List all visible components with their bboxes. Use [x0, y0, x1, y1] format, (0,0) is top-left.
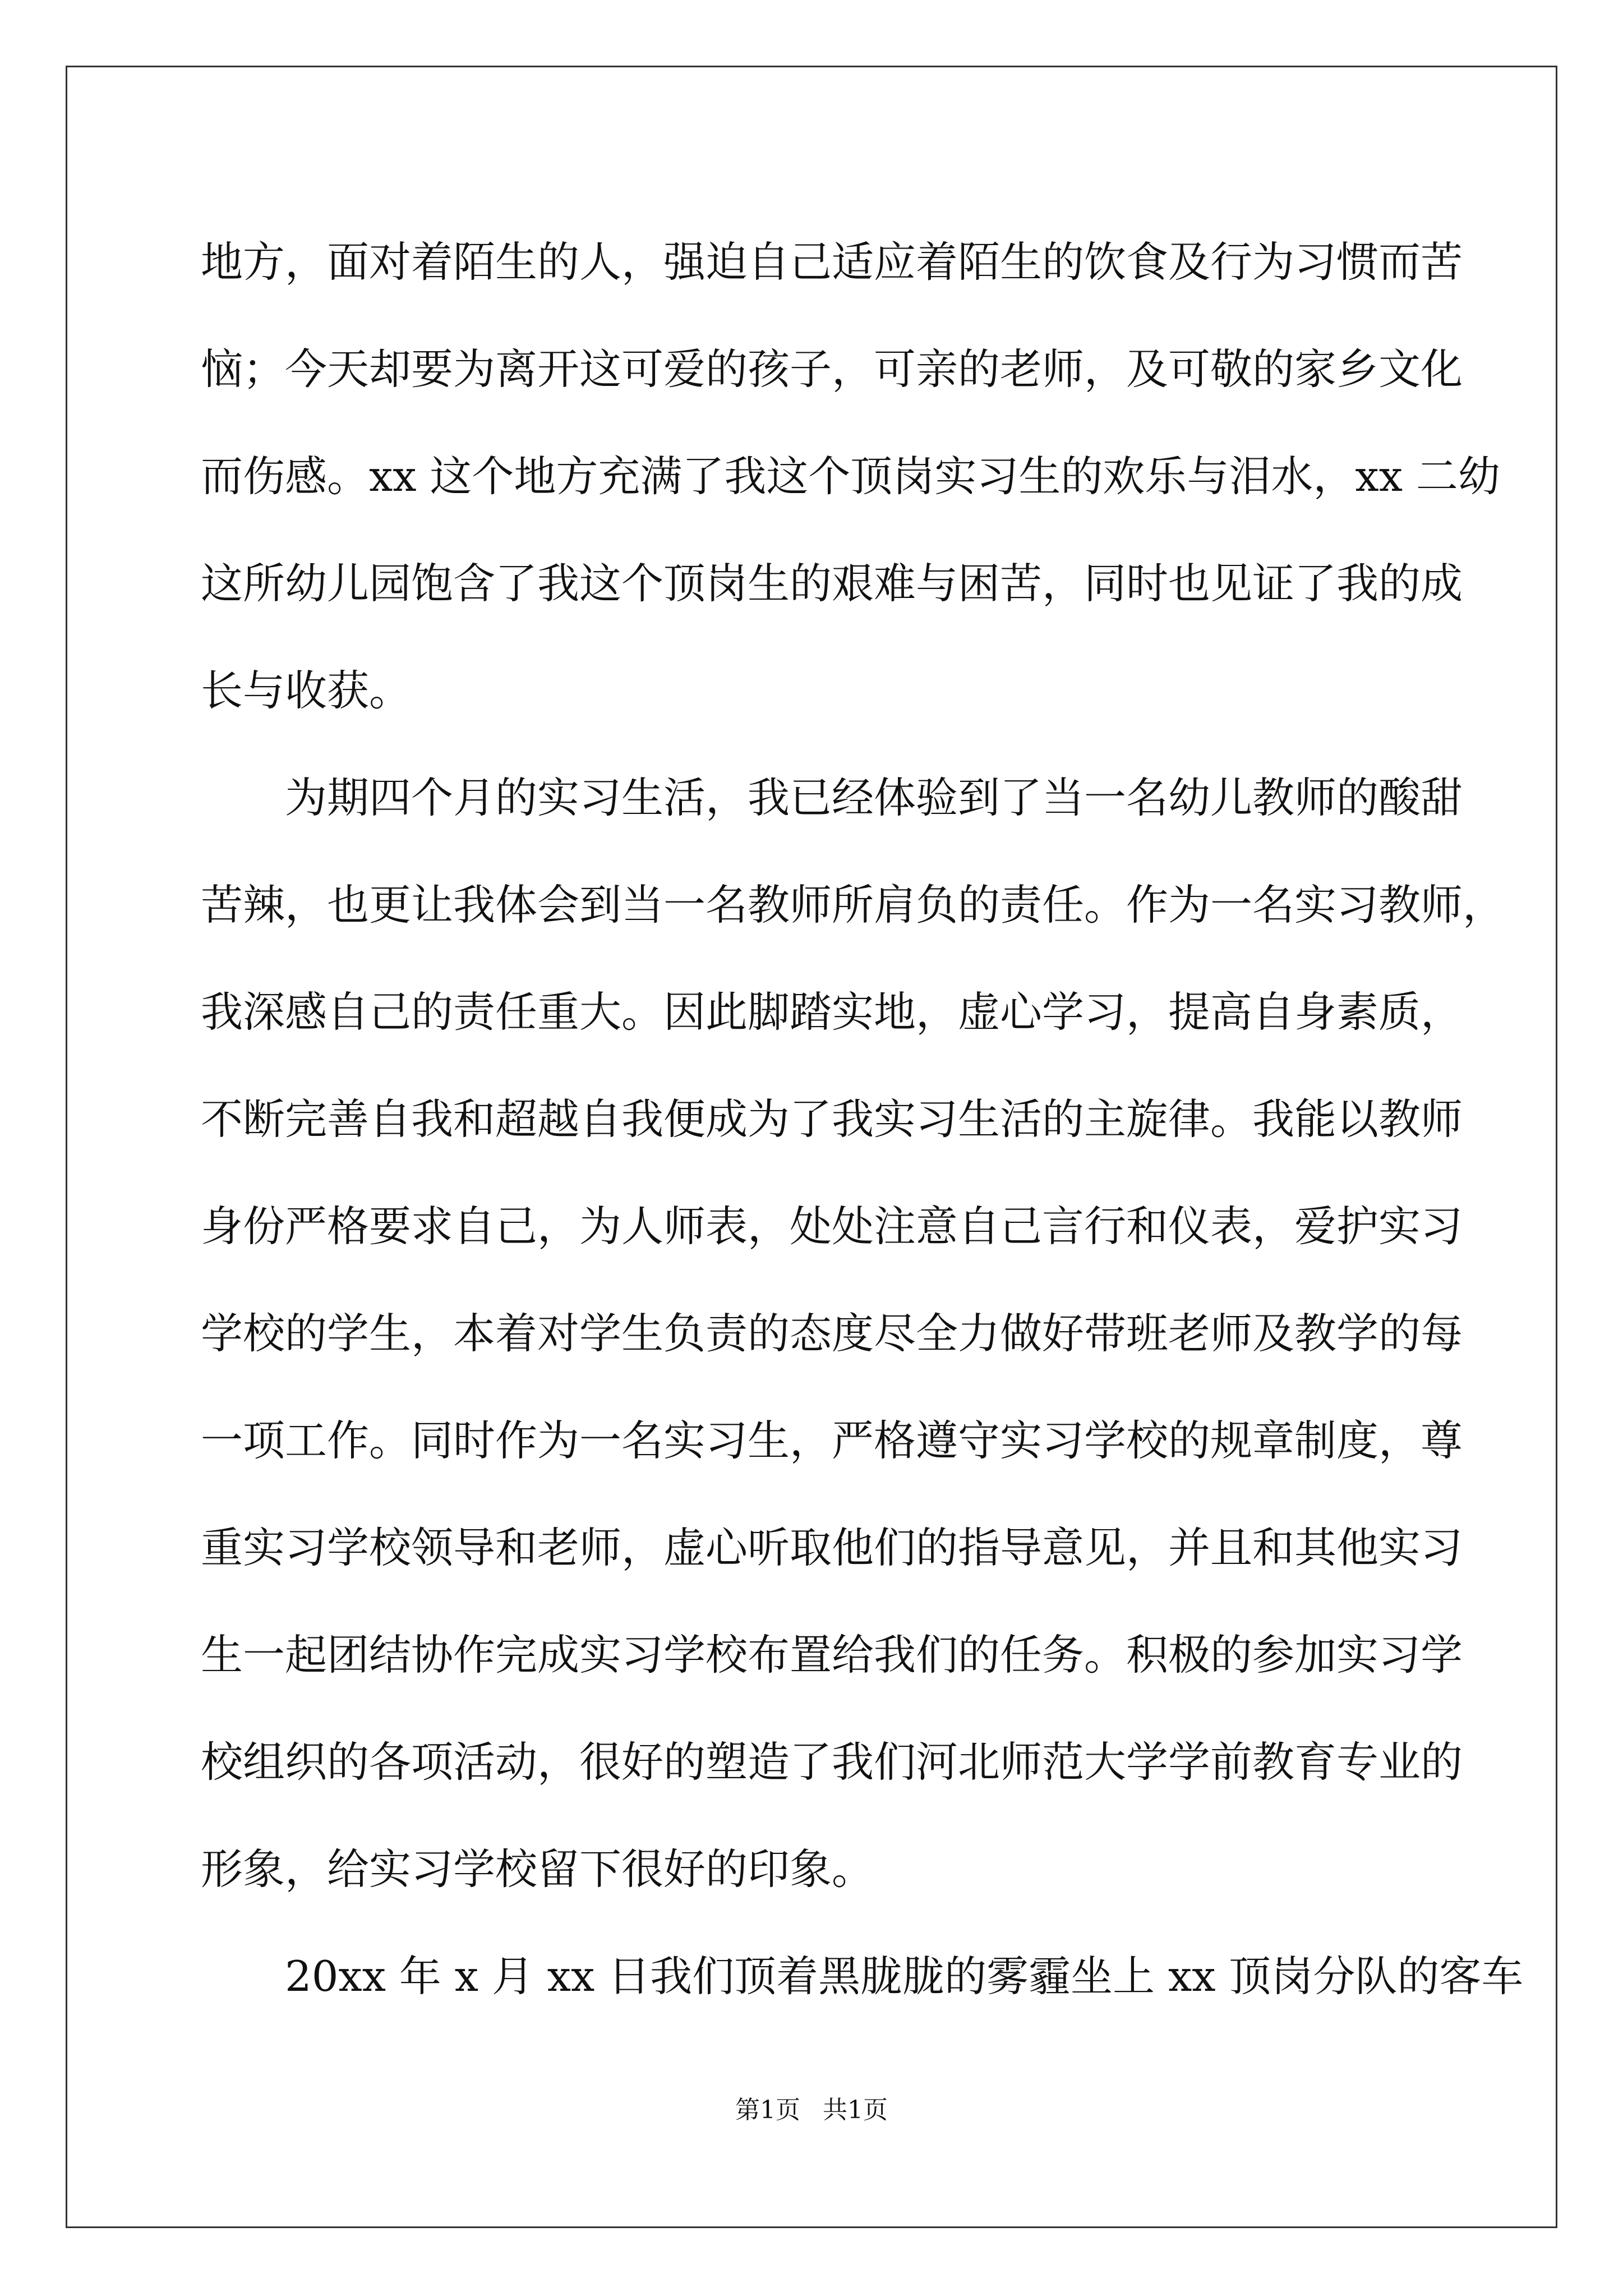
- text-line: 生一起团结协作完成实习学校布置给我们的任务。积极的参加实习学: [201, 1630, 1463, 1680]
- text-line: 校组织的各项活动，很好的塑造了我们河北师范大学学前教育专业的: [201, 1737, 1463, 1787]
- text-line: 一项工作。同时作为一名实习生，严格遵守实习学校的规章制度，尊: [201, 1416, 1463, 1465]
- text-line: 我深感自己的责任重大。因此脚踏实地，虚心学习，提高自身素质，: [201, 987, 1463, 1037]
- text-line: 学校的学生，本着对学生负责的态度尽全力做好带班老师及教学的每: [201, 1309, 1463, 1358]
- text-line: 重实习学校领导和老师，虚心听取他们的指导意见，并且和其他实习: [201, 1523, 1463, 1572]
- page-total: 共1页: [823, 2096, 888, 2124]
- text-line: 恼；今天却要为离开这可爱的孩子，可亲的老师，及可敬的家乡文化: [201, 344, 1463, 394]
- text-line: 不断完善自我和超越自我便成为了我实习生活的主旋律。我能以教师: [201, 1094, 1463, 1144]
- document-body: [201, 209, 1524, 2030]
- text-line: 地方，面对着陌生的人，强迫自己适应着陌生的饮食及行为习惯而苦: [201, 237, 1463, 287]
- page-number: 第1页: [735, 2096, 800, 2124]
- page-footer: [0, 2090, 1623, 2125]
- text-line: 为期四个月的实习生活，我已经体验到了当一名幼儿教师的酸甜: [285, 773, 1463, 822]
- text-line: 而伤感。xx 这个地方充满了我这个顶岗实习生的欢乐与泪水，xx 二幼: [201, 452, 1500, 501]
- text-line: 苦辣，也更让我体会到当一名教师所肩负的责任。作为一名实习教师，: [201, 880, 1505, 930]
- text-line: 形象，给实习学校留下很好的印象。: [201, 1844, 874, 1894]
- text-line: 身份严格要求自己，为人师表，处处注意自己言行和仪表，爱护实习: [201, 1202, 1463, 1251]
- text-line: 20xx 年 x 月 xx 日我们顶着黑胧胧的雾霾坐上 xx 顶岗分队的客车: [285, 1952, 1524, 2001]
- text-line: 这所幼儿园饱含了我这个顶岗生的艰难与困苦，同时也见证了我的成: [201, 559, 1463, 608]
- text-line: 长与收获。: [201, 666, 412, 715]
